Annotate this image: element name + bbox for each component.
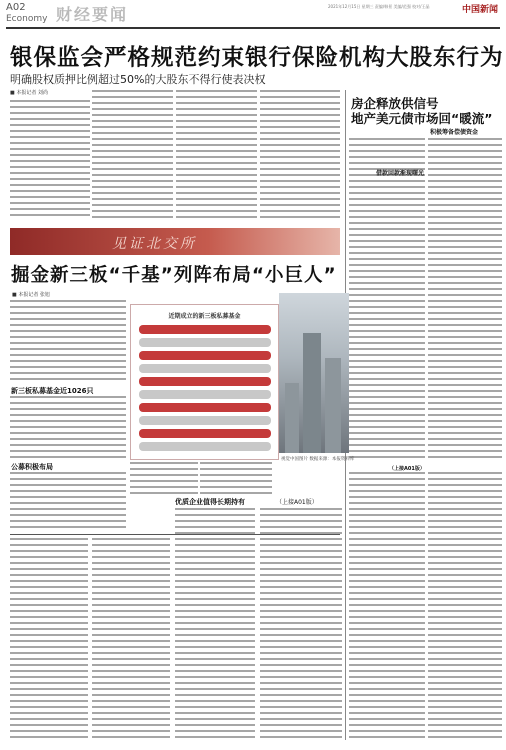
feature-title: 掘金新三板“千基”列阵布局“小巨人”: [11, 265, 337, 286]
issue-meta: 2021年12月15日 星期三 责编/韩景 美编/范强 校对/王晶: [328, 4, 430, 9]
building-photo: [279, 293, 349, 453]
bottom-column-3: [175, 508, 255, 746]
lead-column-4: [260, 90, 340, 220]
fund-bar: [139, 325, 271, 334]
continued-label-right: （上接A01版）: [389, 466, 425, 472]
bottom-column-6: [428, 472, 502, 746]
feature-subheading-3: 优质企业值得长期持有: [175, 498, 245, 506]
building-shape: [285, 383, 299, 453]
bottom-column-5: [349, 472, 425, 746]
building-shape: [303, 333, 321, 453]
right-title-line2: 地产美元债市场回“暖流”: [351, 111, 493, 126]
fund-list-title: 近期成立的新三板私募基金: [168, 313, 241, 320]
masthead-logo: 中国新闻: [461, 5, 498, 15]
feature-text-3: [130, 462, 198, 497]
fund-list-box: [130, 304, 279, 460]
feature-intro-text: [10, 300, 126, 384]
feature-subheading-2: 公募积极布局: [11, 463, 53, 471]
lead-byline: ■ 本报记者 刘尚: [10, 90, 48, 96]
right-title-line1: 房企释放供信号: [351, 96, 439, 111]
page-header: [0, 0, 506, 28]
lead-column-1: [10, 100, 90, 220]
feature-text-2: [10, 472, 126, 532]
fund-bar: [139, 364, 271, 373]
fund-bar: [139, 351, 271, 360]
bottom-column-4: [260, 508, 342, 746]
header-rule: [6, 27, 500, 29]
right-box-title: 积极筹备偿债资金: [430, 129, 479, 136]
fund-bar: [139, 416, 271, 425]
lead-subhead: 明确股权质押比例超过50%的大股东不得行使表决权: [10, 73, 266, 86]
right-column-1: [349, 138, 425, 463]
right-story-title: [351, 96, 492, 126]
fund-bar: [139, 377, 271, 386]
fund-bar: [139, 338, 271, 347]
lead-column-3: [176, 90, 257, 220]
fund-bar: [139, 442, 271, 451]
right-column-2: [428, 138, 502, 463]
continued-label: （上接A01版）: [276, 499, 318, 506]
bottom-column-2: [92, 538, 170, 746]
fund-bar: [139, 390, 271, 399]
feature-text-1: [10, 396, 126, 460]
lead-column-2: [92, 90, 173, 220]
feature-byline: ■ 本报记者 张旭: [12, 292, 50, 298]
right-side-title: 借款回款渐现曙光: [376, 170, 425, 177]
fund-bar: [139, 429, 271, 438]
section-label: Economy: [6, 14, 48, 24]
building-shape: [325, 358, 341, 453]
feature-banner-text: 见证北交所: [112, 236, 197, 252]
column-name: 财经要闻: [56, 5, 129, 24]
feature-text-4: [200, 462, 272, 497]
lead-headline: 银保监会严格规范约束银行保险机构大股东行为: [10, 45, 504, 71]
fund-bar: [139, 403, 271, 412]
photo-caption: 视觉中国图片 数据来源：本报资料库: [281, 457, 355, 462]
bottom-column-1: [10, 538, 88, 746]
page-number: A02: [6, 2, 26, 13]
feature-subheading-1: 新三板私募基金近1026只: [11, 387, 94, 395]
